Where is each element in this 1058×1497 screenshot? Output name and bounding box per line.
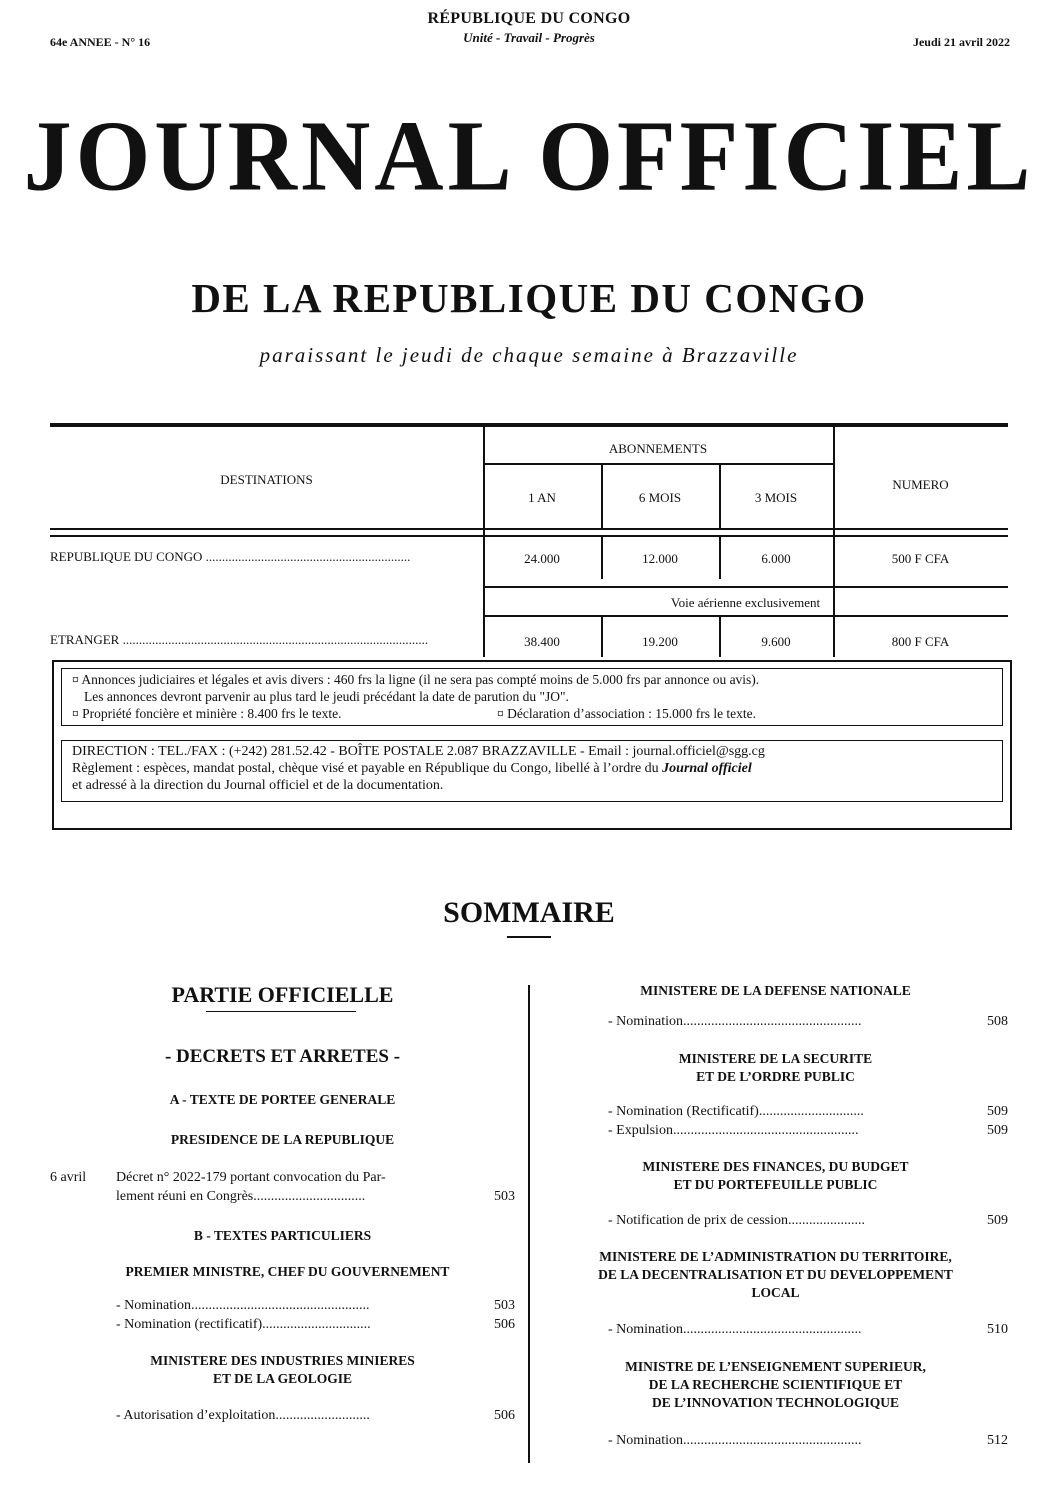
congo-3-mois: 6.000 <box>761 551 791 566</box>
toc-entry-enseignement-nomination[interactable] <box>608 1433 1008 1451</box>
numero-header: NUMERO <box>892 477 949 492</box>
subscription-table <box>50 423 1008 657</box>
etranger-numero: 800 F CFA <box>891 634 950 649</box>
toc-entry-page: 506 <box>494 1408 515 1423</box>
journal-tagline: paraissant le jeudi de chaque semaine à Brazzaville <box>259 343 799 367</box>
administration-heading-line1: MINISTERE DE L’ADMINISTRATION DU TERRITOIRE, <box>599 1249 952 1264</box>
toc-entry-page: 508 <box>987 1014 1008 1029</box>
premier-ministre-heading: PREMIER MINISTRE, CHEF DU GOUVERNEMENT <box>125 1264 450 1279</box>
direction-contact: DIRECTION : TEL./FAX : (+242) 281.52.42 - BOÎTE POSTALE 2.087 BRAZZAVILLE - Email : journal.officiel@sgg.cg <box>72 744 765 759</box>
air-mail-note: Voie aérienne exclusivement <box>670 595 821 610</box>
toc-entry-page: 509 <box>987 1123 1008 1138</box>
period-6-mois: 6 MOIS <box>638 490 682 505</box>
partie-underline <box>206 1011 356 1012</box>
toc-entry-page: 509 <box>987 1104 1008 1119</box>
toc-entry-text: - Notification de prix de cession...................... <box>608 1213 866 1228</box>
etranger-3-mois: 9.600 <box>761 634 791 649</box>
section-a-heading: A - TEXTE DE PORTEE GENERALE <box>169 1092 396 1107</box>
congo-1-an: 24.000 <box>524 551 560 566</box>
decret-entry[interactable] <box>116 1189 515 1207</box>
property-rates <box>72 705 992 722</box>
finances-heading-line2: ET DU PORTEFEUILLE PUBLIC <box>673 1177 878 1192</box>
toc-entry-text: - Nomination................................................... <box>608 1433 862 1448</box>
administration-heading-line2: DE LA DECENTRALISATION ET DU DEVELOPPEMENT <box>598 1267 953 1282</box>
direction-box <box>61 740 1003 802</box>
payment-terms-text: Règlement : espèces, mandat postal, chèque visé et payable en République du Congo, libellé à l’ordre du <box>72 761 663 776</box>
issue-number: 64e ANNEE - N° 16 <box>50 35 151 49</box>
partie-officielle-heading: PARTIE OFFICIELLE <box>171 982 394 1007</box>
destination-congo: REPUBLIQUE DU CONGO ............................................................... <box>50 549 411 564</box>
decret-date: 6 avril <box>50 1170 87 1185</box>
enseignement-heading-line2: DE LA RECHERCHE SCIENTIFIQUE ET <box>648 1377 903 1392</box>
toc-entry-text: - Nomination (rectificatif)............................... <box>116 1317 371 1332</box>
payment-address: et adressé à la direction du Journal officiel et de la documentation. <box>72 778 444 793</box>
period-3-mois: 3 MOIS <box>754 490 798 505</box>
toc-entry-page: 506 <box>494 1317 515 1332</box>
sommaire-title: SOMMAIRE <box>443 896 615 929</box>
toc-entry-securite-nomination[interactable] <box>608 1104 1008 1122</box>
destinations-header: DESTINATIONS <box>220 472 313 487</box>
defense-heading: MINISTERE DE LA DEFENSE NATIONALE <box>640 983 911 998</box>
payment-terms <box>72 760 992 777</box>
announcements-rate: ¤ Annonces judiciaires et légales et avis divers : 460 frs la ligne (il ne sera pas compté moins de 5.000 frs par annonce ou avis). <box>72 672 760 687</box>
toc-entry-text: - Nomination................................................... <box>608 1322 862 1337</box>
congo-6-mois: 12.000 <box>642 551 678 566</box>
toc-entry-page: 509 <box>987 1213 1008 1228</box>
notice-box <box>52 660 1012 830</box>
enseignement-heading <box>543 1358 1008 1412</box>
section-b-heading: B - TEXTES PARTICULIERS <box>193 1228 372 1243</box>
toc-entry-defense-nomination[interactable] <box>608 1014 1008 1032</box>
finances-heading <box>543 1158 1008 1194</box>
republic-header <box>0 10 1058 46</box>
journal-officiel-name: Journal officiel <box>662 761 752 776</box>
toc-entry-page: 510 <box>987 1322 1008 1337</box>
congo-numero: 500 F CFA <box>891 551 950 566</box>
toc-entry-pm-nomination[interactable] <box>116 1298 515 1316</box>
administration-heading <box>543 1248 1008 1302</box>
toc-entry-mines-autorisation[interactable] <box>116 1408 515 1426</box>
finances-heading-line1: MINISTERE DES FINANCES, DU BUDGET <box>642 1159 909 1174</box>
mines-heading <box>50 1352 515 1388</box>
toc-entry-pm-nomination-rectificatif[interactable] <box>116 1317 515 1335</box>
republic-name: RÉPUBLIQUE DU CONGO <box>427 10 631 27</box>
journal-subtitle: DE LA REPUBLIQUE DU CONGO <box>191 275 867 321</box>
decrets-heading: - DECRETS ET ARRETES - <box>164 1046 401 1067</box>
announcements-box <box>61 668 1003 726</box>
enseignement-heading-line3: DE L’INNOVATION TECHNOLOGIQUE <box>651 1395 900 1410</box>
administration-heading-line3: LOCAL <box>751 1285 800 1300</box>
toc-entry-text: - Nomination................................................... <box>608 1014 862 1029</box>
etranger-1-an: 38.400 <box>524 634 560 649</box>
association-rate: ¤ Déclaration d’association : 15.000 frs le texte. <box>497 706 757 721</box>
toc-entry-text: - Expulsion..................................................... <box>608 1123 859 1138</box>
announcements-deadline: Les annonces devront parvenir au plus tard le jeudi précédant la date de parution du "JO". <box>84 689 569 704</box>
toc-entry-admin-nomination[interactable] <box>608 1322 1008 1340</box>
decret-text-line1: Décret n° 2022-179 portant convocation du Par- <box>116 1170 386 1185</box>
securite-heading <box>543 1050 1008 1086</box>
enseignement-heading-line1: MINISTRE DE L’ENSEIGNEMENT SUPERIEUR, <box>625 1359 926 1374</box>
toc-entry-finances-notification[interactable] <box>608 1213 1008 1231</box>
toc-entry-page: 512 <box>987 1433 1008 1448</box>
column-divider <box>528 985 530 1463</box>
national-motto: Unité - Travail - Progrès <box>463 30 595 45</box>
sommaire-underline <box>507 936 551 938</box>
toc-entry-text: - Autorisation d’exploitation........................... <box>116 1408 370 1423</box>
mines-heading-line1: MINISTERE DES INDUSTRIES MINIERES <box>150 1353 415 1368</box>
toc-entry-text: - Nomination (Rectificatif).............................. <box>608 1104 864 1119</box>
property-rate: ¤ Propriété foncière et minière : 8.400 frs le texte. <box>72 706 342 721</box>
mines-heading-line2: ET DE LA GEOLOGIE <box>213 1371 352 1386</box>
etranger-6-mois: 19.200 <box>642 634 678 649</box>
decret-page: 503 <box>494 1189 515 1204</box>
securite-heading-line1: MINISTERE DE LA SECURITE <box>678 1051 873 1066</box>
decret-text-line2: lement réuni en Congrès................................ <box>116 1189 366 1204</box>
period-1-an: 1 AN <box>528 490 556 505</box>
journal-title: JOURNAL OFFICIEL <box>23 99 1035 212</box>
issue-date: Jeudi 21 avril 2022 <box>912 35 1010 49</box>
destination-etranger: ETRANGER .............................................................................................. <box>50 632 429 647</box>
abonnements-header: ABONNEMENTS <box>608 441 708 456</box>
toc-entry-text: - Nomination................................................... <box>116 1298 370 1313</box>
toc-entry-page: 503 <box>494 1298 515 1313</box>
presidence-heading: PRESIDENCE DE LA REPUBLIQUE <box>170 1132 395 1147</box>
securite-heading-line2: ET DE L’ORDRE PUBLIC <box>696 1069 855 1084</box>
toc-entry-securite-expulsion[interactable] <box>608 1123 1008 1141</box>
